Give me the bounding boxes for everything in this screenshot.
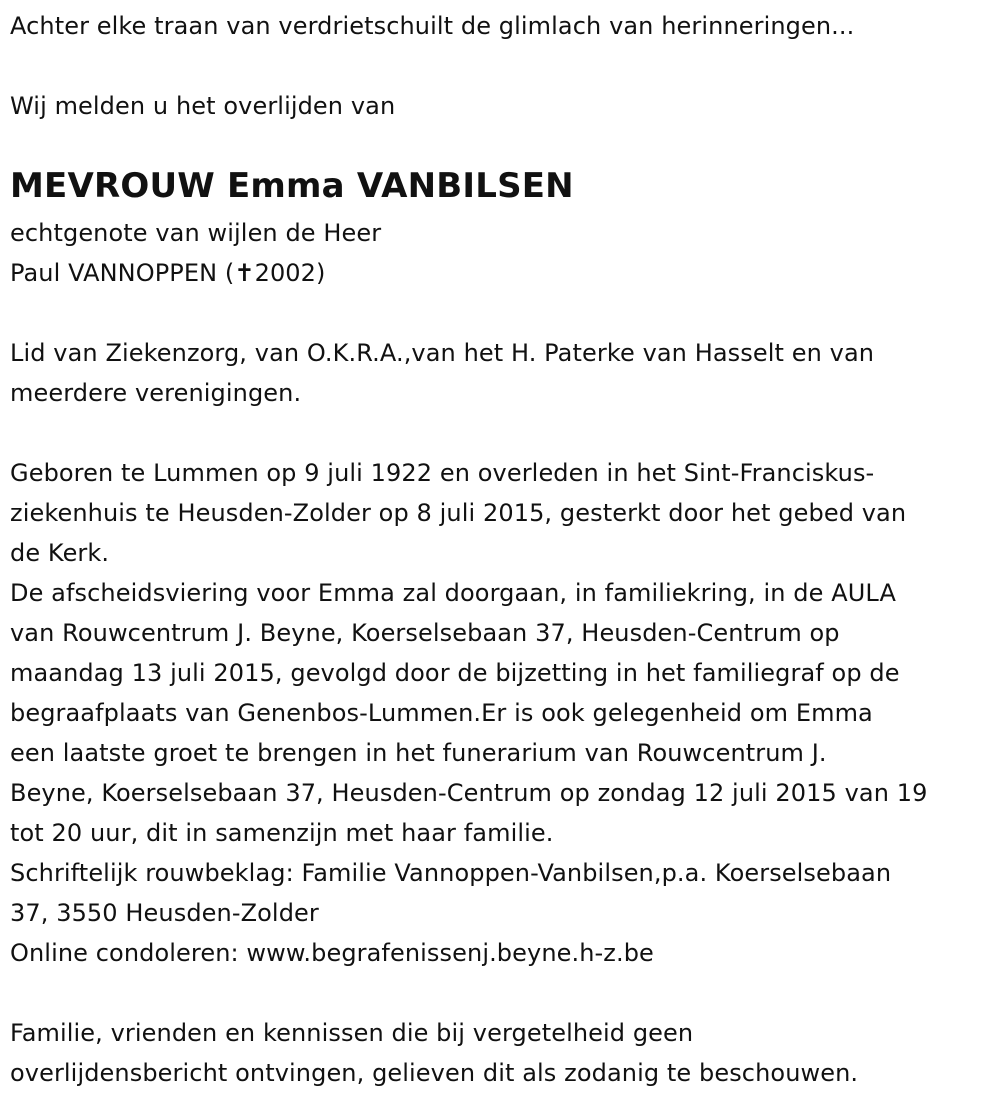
details-line-10: tot 20 uur, dit in samenzijn met haar familie.: [10, 819, 554, 847]
details-line-5: van Rouwcentrum J. Beyne, Koerselsebaan 37, Heusden-Centrum op: [10, 619, 840, 647]
details-line-3: de Kerk.: [10, 539, 110, 567]
condolence-address-line-2: 37, 3550 Heusden-Zolder: [10, 899, 319, 927]
deceased-name: MEVROUW Emma VANBILSEN: [10, 166, 574, 206]
closing-line-1: Familie, vrienden en kennissen die bij vergetelheid geen: [10, 1019, 694, 1047]
spouse-line-2: Paul VANNOPPEN (✝2002): [10, 259, 326, 287]
memberships-line-2: meerdere verenigingen.: [10, 379, 302, 407]
motto: Achter elke traan van verdrietschuilt de glimlach van herinneringen...: [10, 12, 855, 40]
spouse-line-1: echtgenote van wijlen de Heer: [10, 219, 382, 247]
memberships-line-1: Lid van Ziekenzorg, van O.K.R.A.,van het H. Paterke van Hasselt en van: [10, 339, 875, 367]
details-line-6: maandag 13 juli 2015, gevolgd door de bijzetting in het familiegraf op de: [10, 659, 900, 687]
closing-line-2: overlijdensbericht ontvingen, gelieven dit als zodanig te beschouwen.: [10, 1059, 859, 1087]
details-line-9: Beyne, Koerselsebaan 37, Heusden-Centrum op zondag 12 juli 2015 van 19: [10, 779, 928, 807]
details-line-7: begraafplaats van Genenbos-Lummen.Er is ook gelegenheid om Emma: [10, 699, 873, 727]
details-line-8: een laatste groet te brengen in het funerarium van Rouwcentrum J.: [10, 739, 827, 767]
details-line-1: Geboren te Lummen op 9 juli 1922 en overleden in het Sint-Franciskus-: [10, 459, 875, 487]
details-line-2: ziekenhuis te Heusden-Zolder op 8 juli 2015, gesterkt door het gebed van: [10, 499, 907, 527]
online-condolence: Online condoleren: www.begrafenissenj.beyne.h-z.be: [10, 939, 654, 967]
intro-text: Wij melden u het overlijden van: [10, 92, 396, 120]
condolence-address-line-1: Schriftelijk rouwbeklag: Familie Vannoppen-Vanbilsen,p.a. Koerselsebaan: [10, 859, 892, 887]
details-line-4: De afscheidsviering voor Emma zal doorgaan, in familiekring, in de AULA: [10, 579, 896, 607]
